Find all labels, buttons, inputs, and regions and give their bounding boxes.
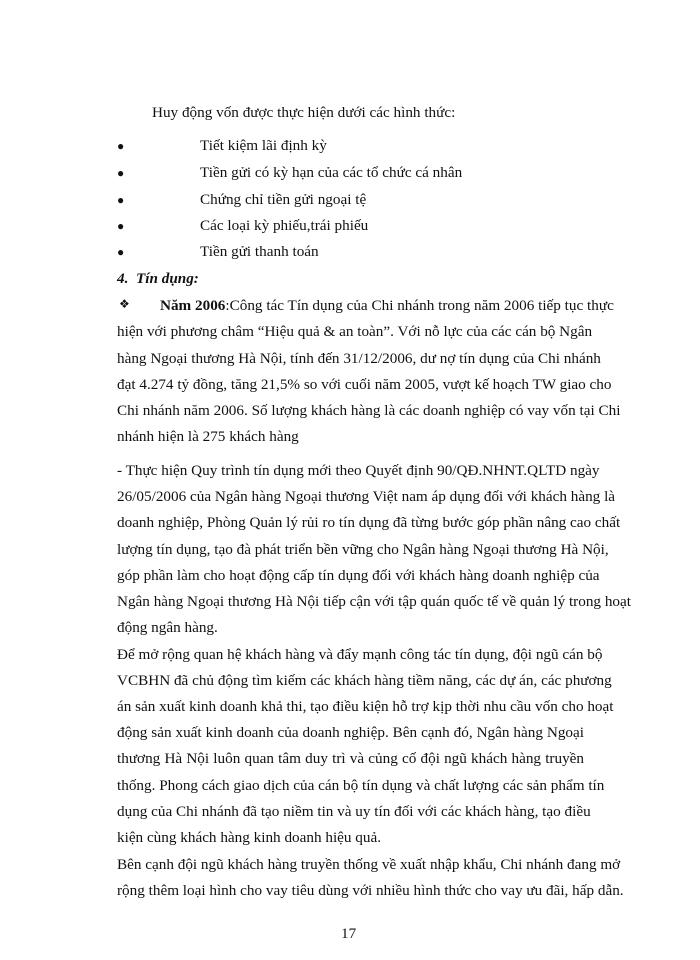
paragraph-line: Bên cạnh đội ngũ khách hàng truyền thống về xuất nhập khẩu, Chi nhánh đang mở (117, 856, 621, 873)
page-number: 17 (341, 925, 357, 942)
paragraph-line: - Thực hiện Quy trình tín dụng mới theo Quyết định 90/QĐ.NHNT.QLTD ngày (117, 462, 600, 479)
bullet-item: Chứng chỉ tiền gửi ngoại tệ (200, 191, 367, 208)
bullet-icon: ● (117, 245, 125, 259)
paragraph-line: lượng tín dụng, tạo đà phát triển bền vững cho Ngân hàng Ngoại thương Hà Nội, (117, 541, 609, 558)
paragraph-line: kiện cùng khách hàng kinh doanh hiệu quả. (117, 829, 382, 846)
section-title: Tín dụng: (135, 270, 199, 287)
bullet-icon: ● (117, 219, 125, 233)
bullet-item: Tiết kiệm lãi định kỳ (200, 137, 327, 154)
section-number: 4. (117, 270, 129, 287)
paragraph-line: hàng Ngoại thương Hà Nội, tính đến 31/12/2006, dư nợ tín dụng của Chi nhánh (117, 350, 601, 367)
year-label: Năm 2006 (160, 297, 226, 314)
paragraph-line: án sản xuất kinh doanh khả thi, tạo điều kiện hỗ trợ kịp thời nhu cầu vốn cho hoạt (117, 698, 614, 715)
paragraph-line: góp phần làm cho hoạt động cấp tín dụng đối với khách hàng doanh nghiệp của (117, 567, 600, 584)
paragraph-line: Chi nhánh năm 2006. Số lượng khách hàng là các doanh nghiệp có vay vốn tại Chi (117, 402, 621, 419)
paragraph-line: doanh nghiệp, Phòng Quản lý rủi ro tín dụng đã từng bước góp phần nâng cao chất (117, 514, 621, 531)
paragraph-line: Để mở rộng quan hệ khách hàng và đẩy mạnh công tác tín dụng, đội ngũ cán bộ (117, 646, 603, 663)
paragraph-line: động sản xuất kinh doanh của doanh nghiệp. Bên cạnh đó, Ngân hàng Ngoại (117, 724, 584, 741)
bullet-icon: ● (117, 193, 125, 207)
paragraph-line: VCBHN đã chủ động tìm kiếm các khách hàng tiềm năng, các dự án, các phương (117, 672, 612, 689)
paragraph-line: thống. Phong cách giao dịch của cán bộ tín dụng và chất lượng các sản phẩm tín (117, 777, 605, 794)
bullet-item: Tiền gửi thanh toán (200, 243, 319, 260)
paragraph-line: 26/05/2006 của Ngân hàng Ngoại thương Việt nam áp dụng đối với khách hàng là (117, 488, 616, 505)
intro-text: Huy động vốn được thực hiện dưới các hình thức: (152, 104, 456, 121)
paragraph-line: dụng của Chi nhánh đã tạo niềm tin và uy tín đối với các khách hàng, tạo điều (117, 803, 591, 820)
bullet-item: Các loại kỳ phiếu,trái phiếu (200, 217, 369, 234)
paragraph-line: :Công tác Tín dụng của Chi nhánh trong năm 2006 tiếp tục thực (225, 297, 614, 314)
paragraph-line: Ngân hàng Ngoại thương Hà Nội tiếp cận với tập quán quốc tế về quản lý trong hoạt (117, 593, 631, 610)
paragraph-line: hiện với phương châm “Hiệu quả & an toàn”. Với nỗ lực của các cán bộ Ngân (117, 323, 593, 340)
paragraph-line: động ngân hàng. (117, 619, 218, 636)
paragraph-line: đạt 4.274 tỷ đồng, tăng 21,5% so với cuối năm 2005, vượt kế hoạch TW giao cho (117, 376, 612, 393)
bullet-icon: ● (117, 166, 125, 180)
paragraph-first-line (160, 297, 614, 315)
bullet-item: Tiền gửi có kỳ hạn của các tổ chức cá nhân (200, 164, 463, 181)
paragraph-line: thương Hà Nội luôn quan tâm duy trì và củng cố đội ngũ khách hàng truyền (117, 750, 584, 767)
paragraph-line: rộng thêm loại hình cho vay tiêu dùng với nhiều hình thức cho vay ưu đãi, hấp dẫn. (117, 882, 624, 899)
section-heading (117, 270, 199, 288)
paragraph-line: nhánh hiện là 275 khách hàng (117, 428, 299, 445)
bullet-icon: ● (117, 139, 125, 153)
diamond-bullet-icon: ❖ (119, 297, 130, 311)
